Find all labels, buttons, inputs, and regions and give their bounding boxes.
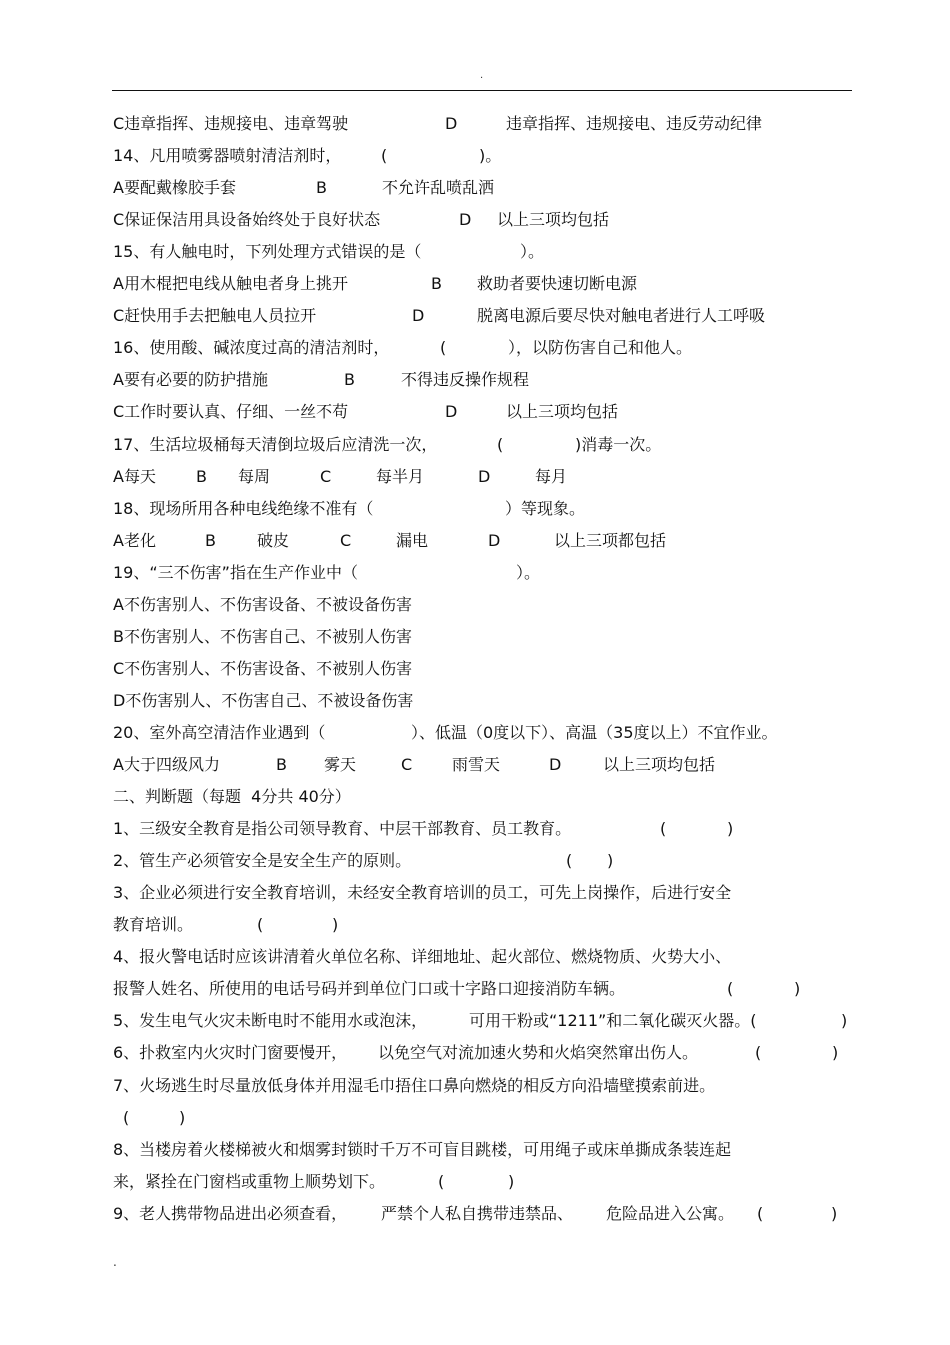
text-segment: C bbox=[320, 466, 332, 486]
text-segment: A大于四级风力 bbox=[113, 755, 220, 774]
text-segment: B bbox=[316, 178, 327, 198]
text-segment: C不伤害别人、不伤害设备、不被别人伤害 bbox=[113, 658, 413, 678]
text-segment: D bbox=[412, 306, 425, 326]
text-segment: A要有必要的防护措施 bbox=[113, 370, 268, 390]
text-segment: D bbox=[445, 402, 458, 422]
text-segment: 救助者要快速切断电源 bbox=[477, 274, 638, 294]
text-segment: C工作时要认真、仔细、一丝不苟 bbox=[113, 402, 349, 422]
text-segment: D bbox=[478, 466, 491, 486]
text-segment: ( bbox=[755, 1043, 762, 1063]
text-segment: ）等现象。 bbox=[505, 498, 586, 518]
text-segment: 8、当楼房着火楼梯被火和烟雾封锁时千万不可盲目跳楼，可用绳子或床单撕成条装连起 bbox=[113, 1139, 732, 1159]
text-segment: 5、发生电气火灾未断电时不能用水或泡沫， bbox=[113, 1011, 428, 1031]
text-segment: ) bbox=[727, 819, 734, 839]
footer-mark: . bbox=[113, 1255, 117, 1269]
text-segment: ）、低温（0度以下）、高温（35度以上）不宜作业。 bbox=[411, 722, 778, 742]
text-segment: 以上三项均包括 bbox=[497, 210, 610, 230]
text-segment: 7、火场逃生时尽量放低身体并用湿毛巾捂住口鼻向燃烧的相反方向沿墙壁摸索前进。 bbox=[113, 1075, 716, 1095]
text-segment: 每周 bbox=[238, 466, 271, 486]
text-segment: ( bbox=[660, 819, 667, 839]
text-segment: ) bbox=[179, 1107, 186, 1127]
text-segment: 14、凡用喷雾器喷射清洁剂时， bbox=[113, 146, 342, 166]
text-segment: 18、现场所用各种电线绝缘不准有（ bbox=[113, 498, 374, 518]
text-segment: ( bbox=[440, 338, 447, 358]
text-segment: B bbox=[431, 274, 442, 294]
text-segment: A老化 bbox=[113, 530, 156, 550]
text-segment: C保证保洁用具设备始终处于良好状态 bbox=[113, 210, 381, 230]
text-segment: 17、生活垃圾桶每天清倒垃圾后应清洗一次， bbox=[113, 434, 438, 454]
text-segment: C bbox=[401, 755, 413, 774]
text-segment: A每天 bbox=[113, 466, 156, 486]
text-segment: 9、老人携带物品进出必须查看， bbox=[113, 1203, 348, 1223]
text-segment: 危险品进入公寓。 bbox=[606, 1203, 735, 1223]
text-segment: C违章指挥、违规接电、违章驾驶 bbox=[113, 114, 349, 133]
text-segment: )。 bbox=[479, 146, 502, 166]
text-segment: ），以防伤害自己和他人。 bbox=[508, 338, 693, 358]
text-segment: 报警人姓名、所使用的电话号码并到单位门口或十字路口迎接消防车辆。 bbox=[113, 979, 626, 999]
text-segment: 违章指挥、违规接电、违反劳动纪律 bbox=[506, 114, 763, 133]
text-segment: 漏电 bbox=[396, 530, 429, 550]
text-segment: 雨雪天 bbox=[452, 755, 501, 774]
text-segment: A用木棍把电线从触电者身上挑开 bbox=[113, 274, 348, 294]
text-segment: A要配戴橡胶手套 bbox=[113, 178, 236, 198]
header-rule bbox=[112, 90, 852, 91]
text-segment: 脱离电源后要尽快对触电者进行人工呼吸 bbox=[477, 306, 766, 326]
text-segment: C赶快用手去把触电人员拉开 bbox=[113, 306, 317, 326]
header-mark: . bbox=[480, 70, 484, 81]
text-segment: C bbox=[340, 530, 352, 550]
text-segment: 不允许乱喷乱洒 bbox=[382, 178, 495, 198]
text-segment: 破皮 bbox=[257, 530, 290, 550]
text-segment: ) bbox=[841, 1011, 848, 1031]
text-segment: 2、管生产必须管安全是安全生产的原则。 bbox=[113, 851, 412, 871]
text-segment: B bbox=[276, 755, 287, 774]
text-segment: 1、三级安全教育是指公司领导教育、中层干部教育、员工教育。 bbox=[113, 819, 572, 839]
text-segment: 严禁个人私自携带违禁品、 bbox=[381, 1203, 574, 1223]
text-segment: ( bbox=[757, 1203, 764, 1223]
text-segment: 以上三项都包括 bbox=[554, 530, 667, 550]
text-segment: ( bbox=[381, 146, 388, 166]
text-segment: 可用干粉或“1211”和二氧化碳灭火器。( bbox=[469, 1011, 757, 1031]
text-segment: 以免空气对流加速火势和火焰突然窜出伤人。 bbox=[378, 1043, 699, 1063]
text-segment: 雾天 bbox=[324, 755, 357, 774]
text-segment: 不得违反操作规程 bbox=[401, 370, 530, 390]
text-segment: ( bbox=[123, 1107, 130, 1127]
text-segment: 3、企业必须进行安全教育培训，未经安全教育培训的员工，可先上岗操作，后进行安全 bbox=[113, 883, 732, 903]
text-segment: ) bbox=[332, 915, 339, 935]
text-segment: D不伤害别人、不伤害自己、不被设备伤害 bbox=[113, 690, 414, 710]
text-segment: ）。 bbox=[516, 562, 541, 582]
text-segment: 15、有人触电时，下列处理方式错误的是（ bbox=[113, 242, 422, 262]
text-segment: ( bbox=[438, 1171, 445, 1191]
text-segment: 教育培训。 bbox=[113, 915, 194, 935]
text-segment: ( bbox=[257, 915, 264, 935]
text-segment: ）。 bbox=[520, 242, 545, 262]
text-segment: ) bbox=[794, 979, 801, 999]
text-segment: ) bbox=[508, 1171, 515, 1191]
text-segment: 19、“三不伤害”指在生产作业中（ bbox=[113, 562, 358, 582]
text-segment: ) bbox=[832, 1043, 839, 1063]
text-segment: 每半月 bbox=[376, 466, 425, 486]
text-segment: 6、扑救室内火灾时门窗要慢开， bbox=[113, 1043, 348, 1063]
text-segment: B bbox=[344, 370, 355, 390]
text-segment: ( bbox=[566, 851, 573, 871]
text-segment: 以上三项均包括 bbox=[603, 755, 716, 774]
text-segment: 20、室外高空清洁作业遇到（ bbox=[113, 722, 326, 742]
text-segment: 以上三项均包括 bbox=[506, 402, 619, 422]
text-segment: B bbox=[205, 530, 216, 550]
text-segment: A不伤害别人、不伤害设备、不被设备伤害 bbox=[113, 594, 412, 614]
text-segment: ) bbox=[831, 1203, 838, 1223]
text-segment: D bbox=[488, 530, 501, 550]
text-segment: )消毒一次。 bbox=[575, 434, 662, 454]
text-segment: 二、判断题（每题 4分共 40分） bbox=[113, 787, 351, 807]
text-segment: ) bbox=[607, 851, 614, 871]
text-segment: B bbox=[196, 466, 207, 486]
text-segment: ( bbox=[497, 434, 504, 454]
text-segment: 16、使用酸、碱浓度过高的清洁剂时， bbox=[113, 338, 390, 358]
text-segment: ( bbox=[727, 979, 734, 999]
text-segment: 每月 bbox=[535, 466, 568, 486]
text-segment: D bbox=[445, 114, 458, 133]
text-segment: D bbox=[459, 210, 472, 230]
text-segment: B不伤害别人、不伤害自己、不被别人伤害 bbox=[113, 626, 412, 646]
text-segment: 来，紧拴在门窗档或重物上顺势划下。 bbox=[113, 1171, 386, 1191]
text-segment: 4、报火警电话时应该讲清着火单位名称、详细地址、起火部位、燃烧物质、火势大小、 bbox=[113, 947, 732, 967]
text-segment: D bbox=[549, 755, 562, 774]
